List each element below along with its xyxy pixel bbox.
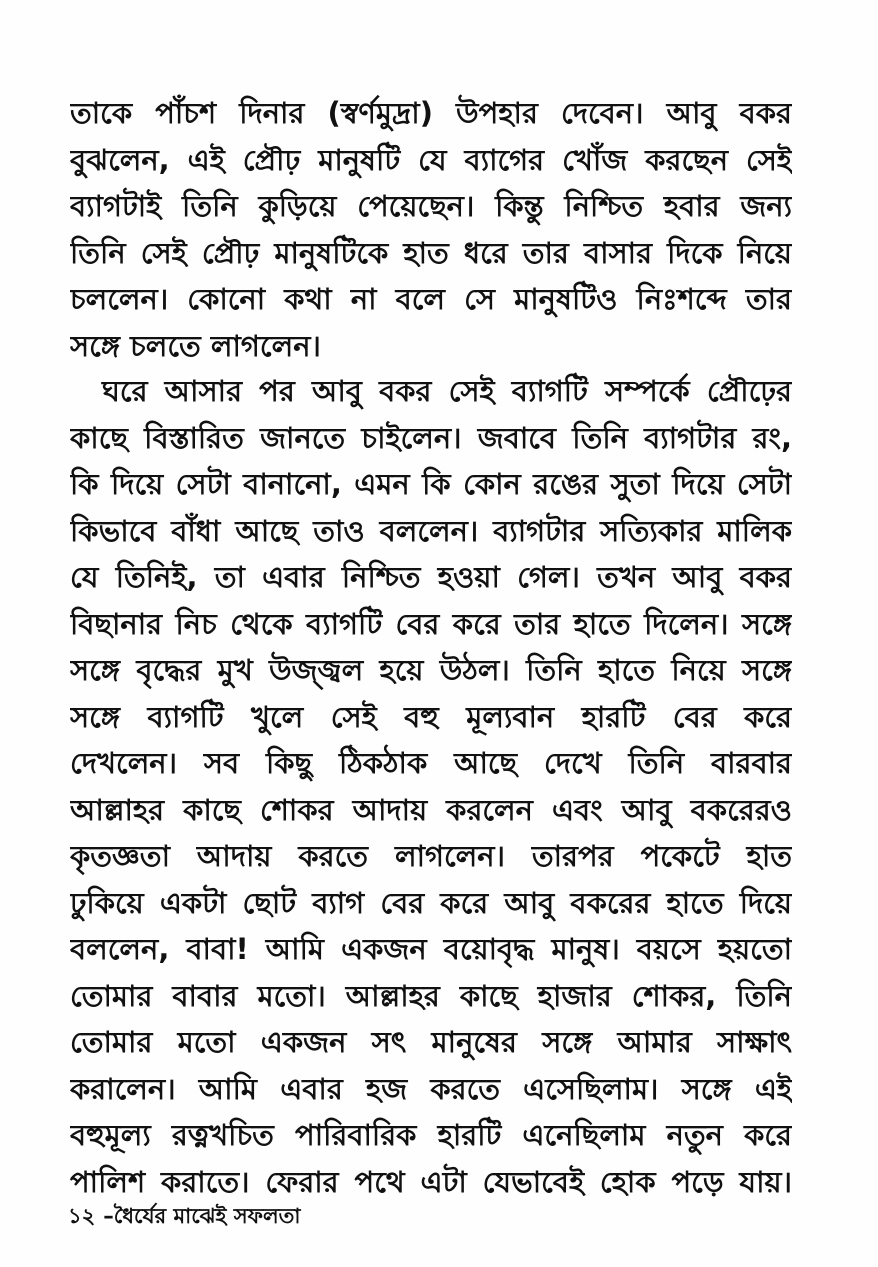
text-line: আল্লাহর কাছে শোকর আদায় করলেন এবং আবু বকরেরও [70, 792, 792, 827]
text-line: যে তিনিই, তা এবার নিশ্চিত হওয়া গেল। তখন আবু বকর [70, 560, 792, 594]
text-line: কি দিয়ে সেটা বানানো, এমন কি কোন রঙের সুতা দিয়ে সেটা [70, 467, 792, 501]
text-line: সঙ্গে ব্যাগটি খুলে সেই বহু মূল্যবান হারটি বের করে [70, 699, 792, 734]
text-line: তাকে পাঁচশ দিনার (স্বর্ণমুদ্রা) উপহার দেবেন। আবু বকর [70, 96, 792, 130]
text-line: করালেন। আমি এবার হজ করতে এসেছিলাম। সঙ্গে এই [70, 1071, 792, 1106]
text-line: তিনি সেই প্রৌঢ় মানুষটিকে হাত ধরে তার বাসার দিকে নিয়ে [70, 235, 792, 270]
page-number: ১২ [68, 1204, 96, 1228]
text-line: বহুমূল্য রত্নখচিত পারিবারিক হারটি এনেছিলাম নতুন করে [70, 1118, 792, 1152]
page-footer [68, 1200, 300, 1235]
text-line: তোমার মতো একজন সৎ মানুষের সঙ্গে আমার সাক্ষাৎ [70, 1025, 792, 1059]
text-line: চললেন। কোনো কথা না বলে সে মানুষটিও নিঃশব্দে তার [70, 282, 792, 316]
text-line: কাছে বিস্তারিত জানতে চাইলেন। জবাবে তিনি ব্যাগটার রং, [70, 420, 792, 455]
text-line: দেখলেন। সব কিছু ঠিকঠাক আছে দেখে তিনি বারবার [70, 746, 792, 780]
text-line: পালিশ করাতে। ফেরার পথে এটা যেভাবেই হোক পড়ে যায়। [70, 1164, 792, 1199]
text-line: কিভাবে বাঁধা আছে তাও বললেন। ব্যাগটার সত্যিকার মালিক [70, 513, 792, 548]
book-title: –ধৈর্যের মাঝেই সফলতা [103, 1204, 301, 1228]
paragraph-1 [70, 90, 792, 369]
text-line: বিছানার নিচ থেকে ব্যাগটি বের করে তার হাতে দিলেন। সঙ্গে [70, 606, 792, 641]
text-line: কৃতজ্ঞতা আদায় করতে লাগলেন। তারপর পকেটে হাত [70, 839, 792, 873]
paragraph-2 [70, 368, 792, 1205]
text-line: সঙ্গে চলতে লাগলেন। [70, 328, 321, 363]
text-line: তোমার বাবার মতো। আল্লাহর কাছে হাজার শোকর, তিনি [70, 978, 792, 1013]
text-line: সঙ্গে বৃদ্ধের মুখ উজ্জ্বল হয়ে উঠল। তিনি হাতে নিয়ে সঙ্গে [70, 653, 792, 687]
text-line: ব্যাগটাই তিনি কুড়িয়ে পেয়েছেন। কিন্তু নিশ্চিত হবার জন্য [70, 189, 792, 223]
text-line: ঘরে আসার পর আবু বকর সেই ব্যাগটি সম্পর্কে প্রৌঢ়ের [102, 374, 792, 408]
text-line: ঢুকিয়ে একটা ছোট ব্যাগ বের করে আবু বকরের হাতে দিয়ে [70, 885, 792, 920]
text-line: বুঝলেন, এই প্রৌঢ় মানুষটি যে ব্যাগের খোঁজ করছেন সেই [70, 142, 792, 177]
text-line: বললেন, বাবা! আমি একজন বয়োবৃদ্ধ মানুষ। বয়সে হয়তো [70, 932, 792, 966]
